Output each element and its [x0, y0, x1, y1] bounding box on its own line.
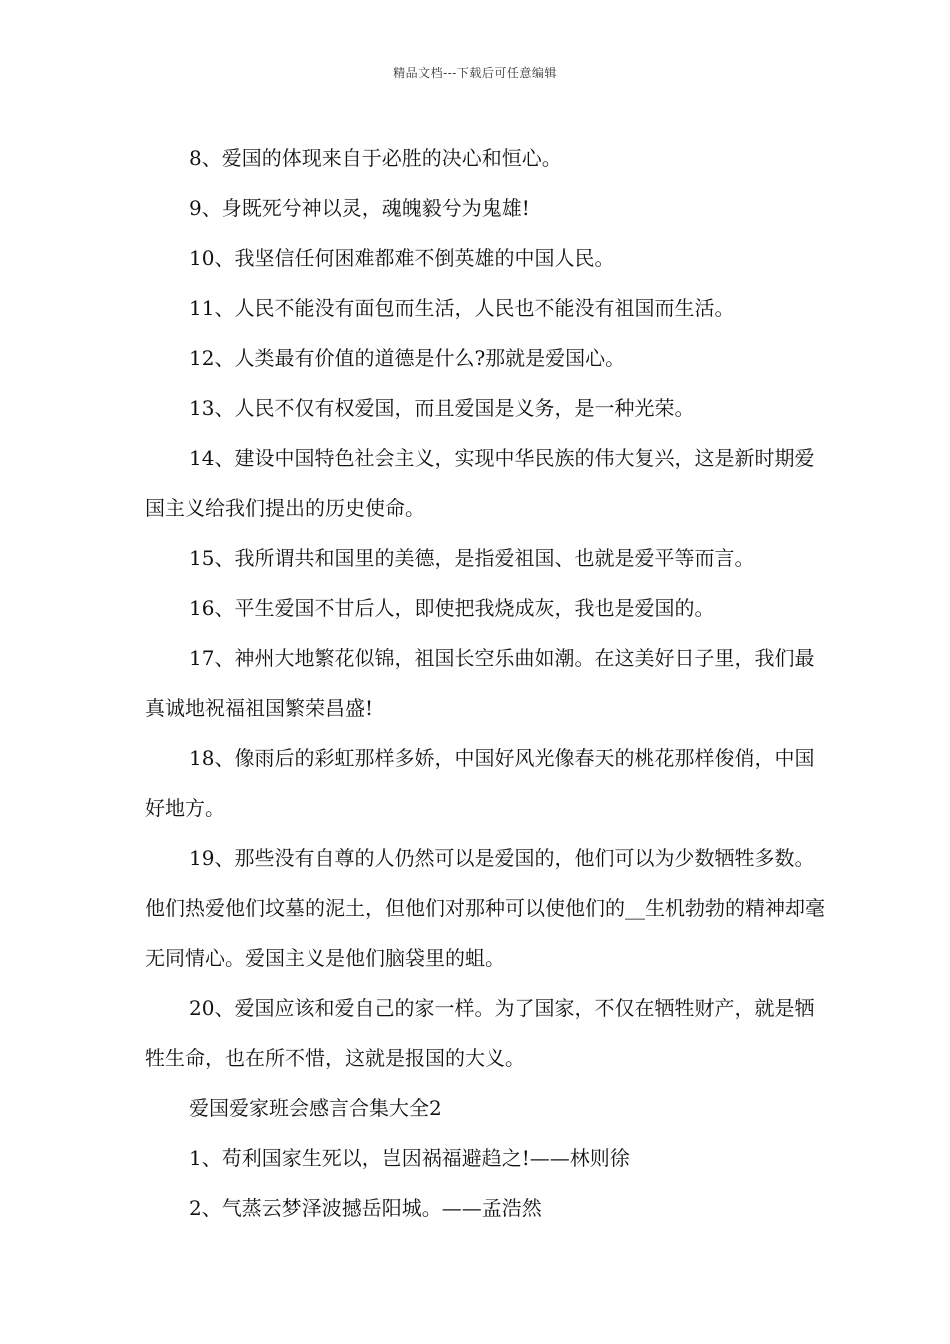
paragraph-11: 11、人民不能没有面包而生活，人民也不能没有祖国而生活。: [189, 296, 735, 320]
paragraph-13: 13、人民不仅有权爱国，而且爱国是义务，是一种光荣。: [189, 396, 695, 420]
paragraph-18: 18、像雨后的彩虹那样多娇，中国好风光像春天的桃花那样俊俏，中国好地方。: [145, 746, 815, 820]
page-header: 精品文档---下载后可任意编辑: [393, 66, 557, 80]
paragraph-17: 17、神州大地繁花似锦，祖国长空乐曲如潮。在这美好日子里，我们最真诚地祝福祖国繁荣昌盛!: [145, 646, 815, 720]
quote-1: 1、苟利国家生死以，岂因祸福避趋之!——林则徐: [189, 1146, 630, 1170]
paragraph-9: 9、身既死兮神以灵，魂魄毅兮为鬼雄!: [189, 196, 530, 220]
paragraph-19: 19、那些没有自尊的人仍然可以是爱国的，他们可以为少数牺牲多数。他们热爱他们坟墓的泥土，但他们对那种可以使他们的__生机勃勃的精神却毫无同情心。爱国主义是他们脑袋里的蛆。: [145, 846, 825, 970]
section-heading: 爱国爱家班会感言合集大全2: [189, 1096, 442, 1120]
paragraph-20: 20、爱国应该和爱自己的家一样。为了国家，不仅在牺牲财产，就是牺牲生命，也在所不惜，这就是报国的大义。: [145, 996, 815, 1070]
paragraph-14: 14、建设中国特色社会主义，实现中华民族的伟大复兴，这是新时期爱国主义给我们提出的历史使命。: [145, 446, 815, 520]
paragraph-15: 15、我所谓共和国里的美德，是指爱祖国、也就是爱平等而言。: [189, 546, 755, 570]
document-body: [145, 133, 825, 1233]
paragraph-8: 8、爱国的体现来自于必胜的决心和恒心。: [189, 146, 562, 170]
quote-2: 2、气蒸云梦泽波撼岳阳城。——孟浩然: [189, 1196, 542, 1220]
paragraph-16: 16、平生爱国不甘后人，即使把我烧成灰，我也是爱国的。: [189, 596, 715, 620]
paragraph-12: 12、人类最有价值的道德是什么?那就是爱国心。: [189, 346, 626, 370]
paragraph-10: 10、我坚信任何困难都难不倒英雄的中国人民。: [189, 246, 615, 270]
